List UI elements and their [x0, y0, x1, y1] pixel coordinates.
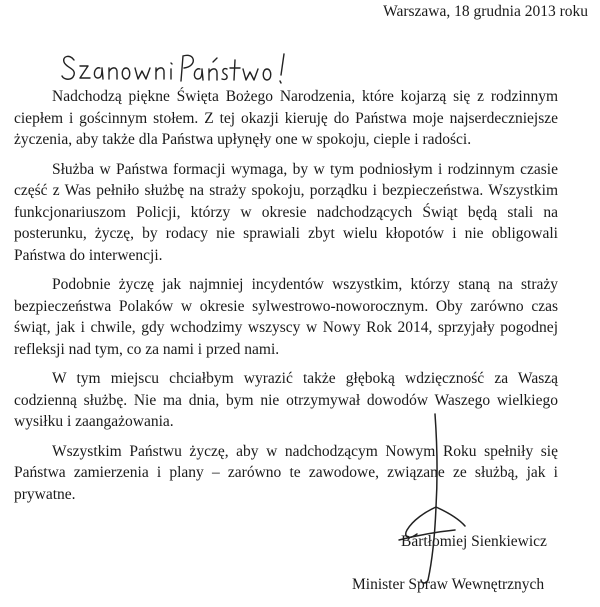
- paragraph-gratitude: W tym miejscu chciałbym wyrazić także głęboką wdzięczność za Waszą codzienną służbę. Nie ma dnia, bym nie otrzymywał dowodów Waszego wielkiego wysiłku i zaangażowania.: [14, 370, 558, 430]
- paragraph-christmas-greeting: Nadchodzą piękne Święta Bożego Narodzenia, które kojarzą się z rodzinnym ciepłem i gościnnym stołem. Z tej okazji kieruję do Państwa moje najserdeczniejsze życzenia, aby także dla Państwa upłynęły one w spokoju, cieple i radości.: [14, 88, 558, 148]
- handwritten-signature: [395, 412, 470, 587]
- signer-title: Minister Spraw Wewnętrznych: [352, 576, 545, 593]
- letter-body: [14, 86, 558, 505]
- paragraph-police-service: Służba w Państwa formacji wymaga, by w tym podniosłym i rodzinnym czasie część z Was pełniło służbę na straży spokoju, porządku i bezpieczeństwa. Wszystkim funkcjonariuszom Policji, którzy w okresie nadchodzących Świąt będą stali na posterunku, życzę, by rodacy nie sprawiali zbyt wielu kłopotów i nie obligowali Państwa do interwencji.: [14, 160, 558, 264]
- signature-drawing: [395, 412, 470, 587]
- signer-name: Bartłomiej Sienkiewicz: [401, 533, 547, 550]
- paragraph-new-year-wishes: Podobnie życzę jak najmniej incydentów wszystkim, którzy staną na straży bezpieczeństwa Polaków w okresie sylwestrowo-noworocznym. Oby zarówno czas świąt, jak i chwile, gdy wchodzimy wszyscy w Nowy Rok 2014, sprzyjały pogodnej refleksji nad tym, co za nami i przed nami.: [14, 276, 558, 358]
- place-and-date: Warszawa, 18 grudnia 2013 roku: [383, 3, 588, 20]
- paragraph-closing-wishes: Wszystkim Państwu życzę, aby w nadchodzącym Nowym Roku spełniły się Państwa zamierzenia i plany – zarówno te zawodowe, związane ze służbą, jak i prywatne.: [14, 442, 558, 503]
